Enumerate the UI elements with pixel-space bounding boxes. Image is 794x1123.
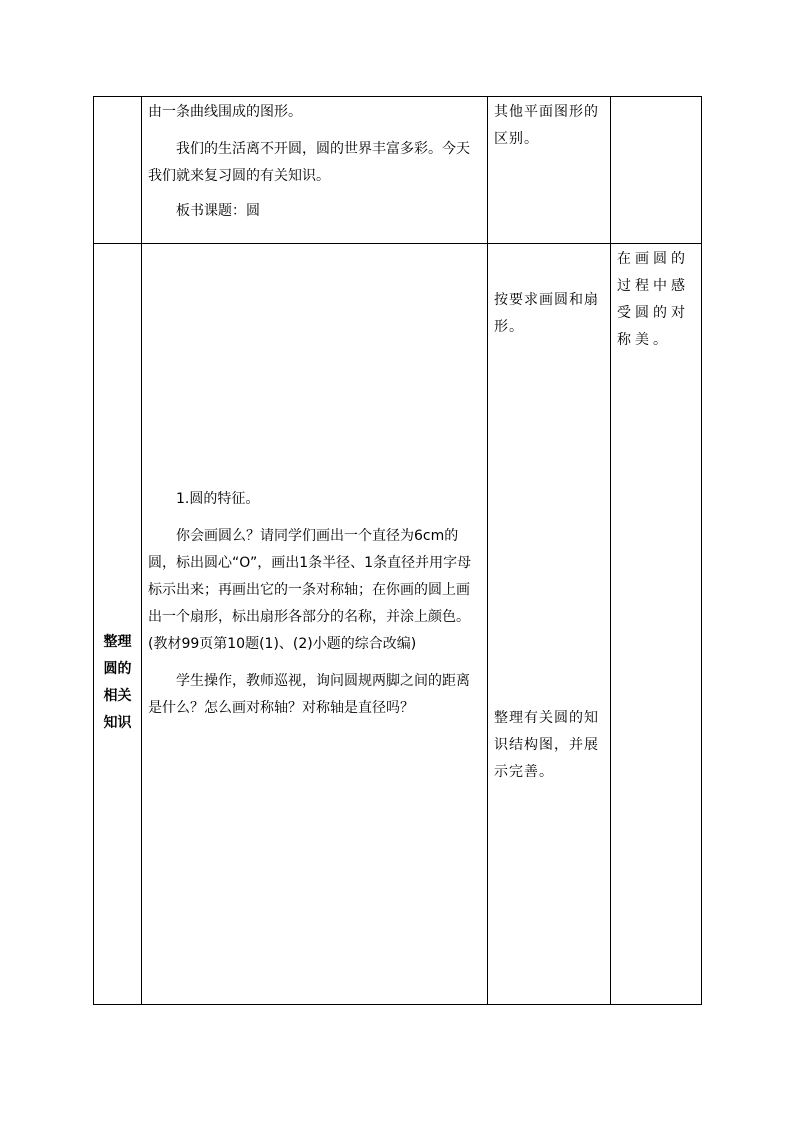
lesson-plan-table xyxy=(93,96,702,1005)
stage-cell-empty xyxy=(94,97,142,244)
intro-paragraph: 我们的生活离不开圆，圆的世界丰富多彩。今天我们就来复习圆的有关知识。 xyxy=(148,141,470,184)
activity-paragraph: 学生操作，教师巡视，询问圆规两脚之间的距离是什么？怎么画对称轴？对称轴是直径吗？ xyxy=(148,673,470,716)
task-paragraph: 你会画圆么？请同学们画出一个直径为6cm的圆，标出圆心“O”，画出1条半径、1条直径并用字母标示出来；再画出它的一条对称轴；在你画的圆上画出一个扇形，标出扇形各部分的名称，并涂上颜色。(教材99页第10题(1)、(2)小题的综合改编) xyxy=(148,528,472,652)
student-activity-text: 整理有关圆的知识结构图，并展示完善。 xyxy=(494,710,599,780)
design-intent-text: 在画圆的过程中感受圆的对称美。 xyxy=(617,251,689,348)
stage-label: 整理圆的相关知识 xyxy=(103,634,132,731)
intro-line: 由一条曲线围成的图形。 xyxy=(148,104,302,120)
student-activity-cell xyxy=(488,244,611,1005)
board-title: 板书课题：圆 xyxy=(176,203,260,219)
section-heading: 1.圆的特征。 xyxy=(176,491,260,507)
design-intent-cell xyxy=(611,244,702,1005)
teaching-process-cell xyxy=(142,244,488,1005)
teaching-process-cell xyxy=(142,97,488,244)
table-row xyxy=(94,244,702,1005)
student-activity-text: 按要求画圆和扇形。 xyxy=(494,292,599,335)
stage-label-cell xyxy=(94,244,142,1005)
table-row xyxy=(94,97,702,244)
student-activity-text: 其他平面图形的区别。 xyxy=(494,104,599,147)
design-intent-cell xyxy=(611,97,702,244)
student-activity-cell xyxy=(488,97,611,244)
